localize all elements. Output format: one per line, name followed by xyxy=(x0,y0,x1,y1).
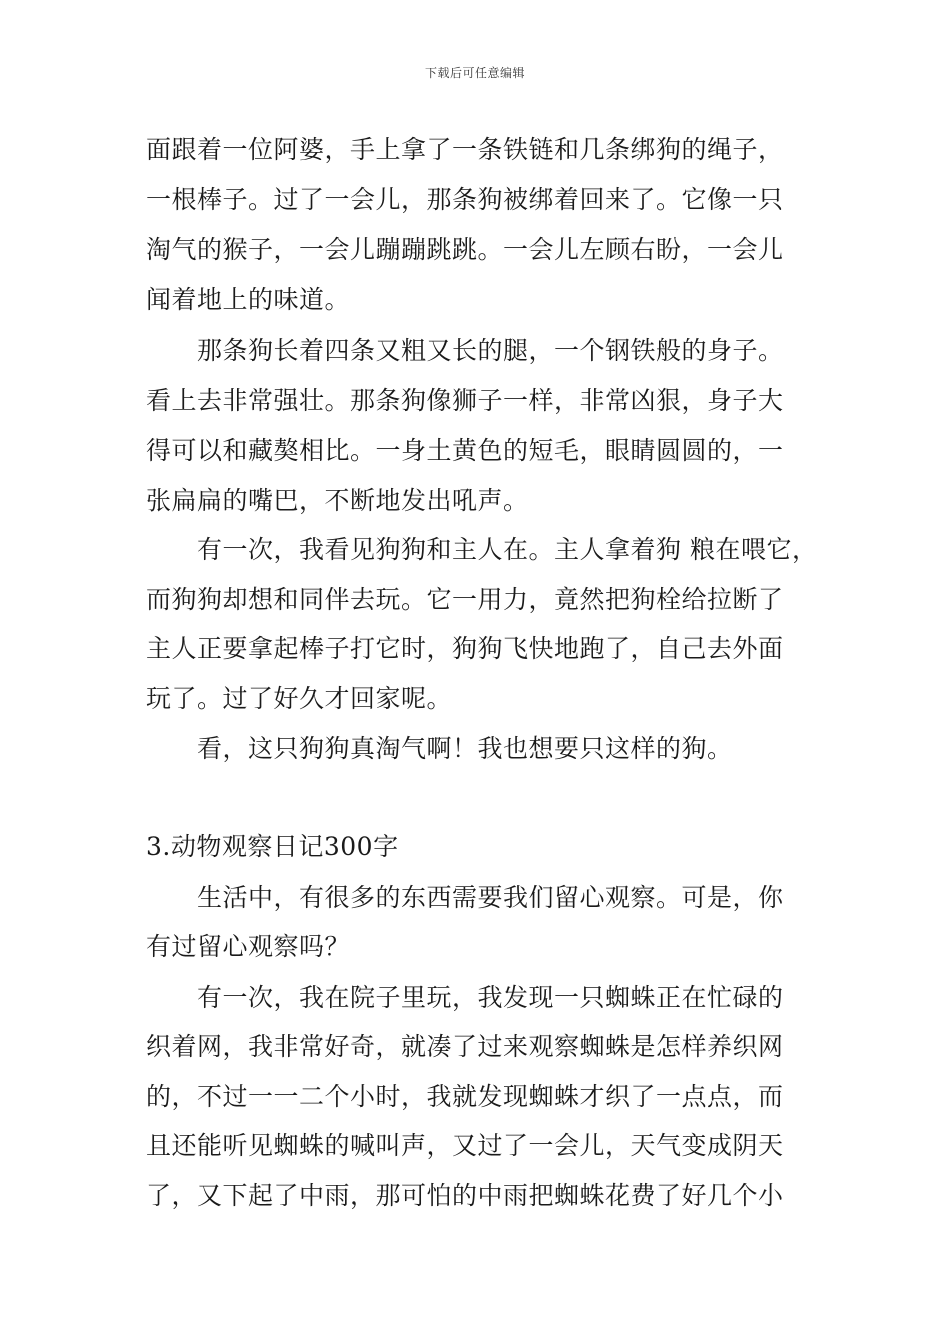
page-header: 下载后可任意编辑 xyxy=(424,66,525,80)
text-line: 张扁扁的嘴巴，不断地发出吼声。 xyxy=(146,486,529,515)
text-line: 玩了。过了好久才回家呢。 xyxy=(146,684,453,713)
text-line: 主人正要拿起棒子打它时，狗狗飞快地跑了，自己去外面 xyxy=(146,634,784,663)
text-line: 且还能听见蜘蛛的喊叫声，又过了一会儿，天气变成阴天 xyxy=(146,1131,784,1160)
text-line: 有一次，我在院子里玩，我发现一只蜘蛛正在忙碌的 xyxy=(146,983,784,1012)
text-line: 淘气的猴子，一会儿蹦蹦跳跳。一会儿左顾右盼，一会儿 xyxy=(146,235,784,264)
text-line: 了，又下起了中雨，那可怕的中雨把蜘蛛花费了好几个小 xyxy=(146,1181,784,1210)
text-line: 一根棒子。过了一会儿，那条狗被绑着回来了。它像一只 xyxy=(146,185,784,214)
text-line: 而狗狗却想和同伴去玩。它一用力，竟然把狗栓给拉断了 xyxy=(146,585,784,614)
text-line: 得可以和藏獒相比。一身土黄色的短毛，眼睛圆圆的，一 xyxy=(146,436,784,465)
text-line: 闻着地上的味道。 xyxy=(146,285,351,314)
text-line: 的，不过一一二个小时，我就发现蜘蛛才织了一点点，而 xyxy=(146,1082,784,1111)
text-line: 有过留心观察吗？ xyxy=(146,932,351,961)
text-line: 看，这只狗狗真淘气啊！我也想要只这样的狗。 xyxy=(146,734,733,763)
text-line: 有一次，我看见狗狗和主人在。主人拿着狗 粮在喂它， xyxy=(146,535,818,564)
text-line: 织着网，我非常好奇，就凑了过来观察蜘蛛是怎样养织网 xyxy=(146,1032,784,1061)
section-heading: 3.动物观察日记300字 xyxy=(146,832,399,861)
text-line: 生活中，有很多的东西需要我们留心观察。可是，你 xyxy=(146,883,784,912)
text-line: 那条狗长着四条又粗又长的腿，一个钢铁般的身子。 xyxy=(146,336,784,365)
text-line: 看上去非常强壮。那条狗像狮子一样，非常凶狠，身子大 xyxy=(146,386,784,415)
text-line: 面跟着一位阿婆，手上拿了一条铁链和几条绑狗的绳子， xyxy=(146,135,784,164)
